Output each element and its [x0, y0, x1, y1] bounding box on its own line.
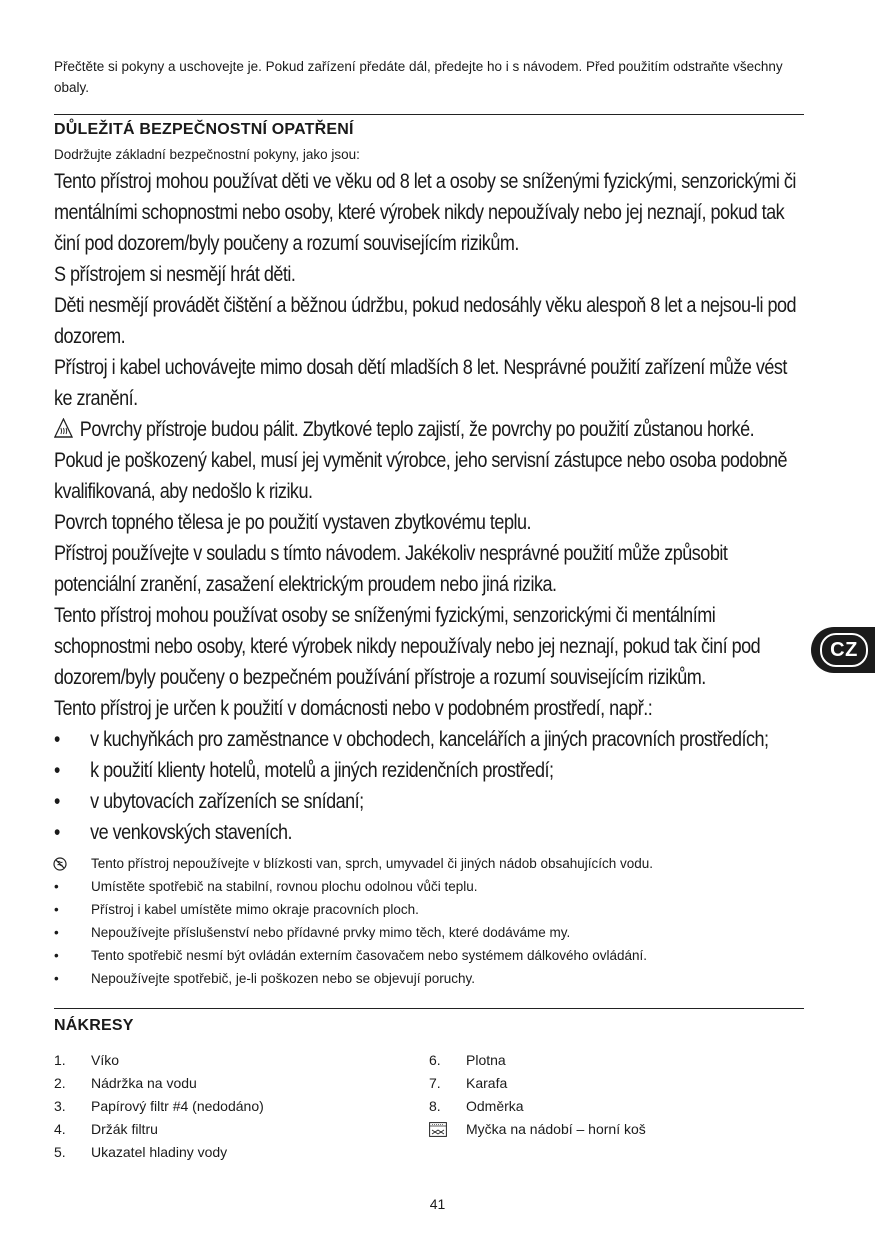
- safety-paragraph: Tento přístroj mohou používat děti ve věku od 8 let a osoby se sníženými fyzickými, senzorickými či mentálními schopnostmi nebo osoby, které výrobek nikdy nepoužívaly nebo jej neznají, pokud tak činí pod dozorem/byly poučeny a rozumí souvisejícím rizikům.: [54, 170, 796, 255]
- bullet-icon: •: [54, 821, 60, 844]
- list-item: 5. Ukazatel hladiny vody: [54, 1144, 228, 1160]
- list-item: 6. Plotna: [429, 1052, 506, 1068]
- safety-paragraph: Tento přístroj mohou používat osoby se sníženými fyzickými, senzorickými či mentálními schopnostmi nebo osoby, které výrobek nikdy nepoužívaly nebo jej neznají, pokud tak činí pod dozorem/byly poučeny o bezpečném používání přístroje a rozumí souvisejícím rizikům.: [54, 604, 761, 689]
- list-item: 3. Papírový filtr #4 (nedodáno): [54, 1098, 264, 1114]
- page-number: 41: [429, 1196, 446, 1212]
- hot-surface-warning-icon: [54, 418, 73, 438]
- list-item: 8. Odměrka: [429, 1098, 524, 1114]
- bullet-icon: •: [54, 902, 59, 917]
- safety-instructions: [54, 166, 804, 848]
- parts-list-right: [429, 1049, 804, 1164]
- hot-surface-warning: Povrchy přístroje budou pálit. Zbytkové teplo zajistí, že povrchy po použití zůstanou horké.: [54, 414, 804, 445]
- list-item: • Tento spotřebič nesmí být ovládán externím časovačem nebo systémem dálkového ovládání.: [54, 944, 804, 967]
- safety-paragraph: Povrch topného tělesa je po použití vystaven zbytkovému teplu.: [54, 511, 532, 534]
- language-code: CZ: [820, 633, 868, 667]
- bullet-icon: •: [54, 790, 60, 813]
- safety-paragraph: Děti nesmějí provádět čištění a běžnou údržbu, pokud nedosáhly věku alespoň 8 let a nejsou-li pod dozorem.: [54, 294, 797, 348]
- dishwasher-icon: [429, 1122, 447, 1137]
- list-item: • Nepoužívejte příslušenství nebo přídavné prvky mimo těch, které dodáváme my.: [54, 921, 804, 944]
- list-item: Myčka na nádobí – horní koš: [429, 1118, 804, 1141]
- usage-environments-list: [54, 724, 804, 848]
- list-item: 4. Držák filtru: [54, 1121, 158, 1137]
- list-item: 1. Víko: [54, 1052, 120, 1068]
- bullet-icon: •: [54, 948, 59, 963]
- language-badge: [811, 627, 875, 673]
- bullet-icon: •: [54, 879, 59, 894]
- bullet-icon: •: [54, 728, 60, 751]
- safety-paragraph: Přístroj používejte v souladu s tímto návodem. Jakékoliv nesprávné použití může způsobit potenciální zranění, zasažení elektrickým proudem nebo jiná rizika.: [54, 542, 728, 596]
- safety-paragraph: Pokud je poškozený kabel, musí jej vyměnit výrobce, jeho servisní zástupce nebo osoba podobně kvalifikovaná, aby nedošlo k riziku.: [54, 449, 788, 503]
- section-divider: [54, 114, 804, 115]
- safety-heading: DŮLEŽITÁ BEZPEČNOSTNÍ OPATŘENÍ: [54, 121, 354, 138]
- safety-paragraph: Tento přístroj je určen k použití v domácnosti nebo v podobném prostředí, např.:: [54, 697, 653, 720]
- section-divider: [54, 1008, 804, 1009]
- list-item: Tento přístroj nepoužívejte v blízkosti van, sprch, umyvadel či jiných nádob obsahujících vodu.: [54, 852, 804, 875]
- list-item: 2. Nádržka na vodu: [54, 1075, 197, 1091]
- bullet-icon: •: [54, 759, 60, 782]
- parts-list-left: [54, 1049, 429, 1164]
- list-item: • Přístroj i kabel umístěte mimo okraje pracovních ploch.: [54, 898, 804, 921]
- list-item: • Umístěte spotřebič na stabilní, rovnou plochu odolnou vůči teplu.: [54, 875, 804, 898]
- list-item: • Nepoužívejte spotřebič, je-li poškozen nebo se objevují poruchy.: [54, 967, 804, 990]
- list-item: • k použití klienty hotelů, motelů a jiných rezidenčních prostředí;: [54, 755, 804, 786]
- page-content: [54, 56, 804, 1164]
- list-item: • v kuchyňkách pro zaměstnance v obchodech, kancelářích a jiných pracovních prostředích;: [54, 724, 804, 755]
- safety-subtitle: Dodržujte základní bezpečnostní pokyny, jako jsou:: [54, 147, 360, 162]
- additional-warnings-list: [54, 852, 804, 990]
- bullet-icon: •: [54, 925, 59, 940]
- parts-list: [54, 1049, 804, 1164]
- list-item: 7. Karafa: [429, 1075, 508, 1091]
- safety-paragraph: Přístroj i kabel uchovávejte mimo dosah dětí mladších 8 let. Nesprávné použití zařízení může vést ke zranění.: [54, 356, 787, 410]
- list-item: • v ubytovacích zařízeních se snídaní;: [54, 786, 804, 817]
- drawings-heading: NÁKRESY: [54, 1017, 134, 1034]
- safety-paragraph: S přístrojem si nesmějí hrát děti.: [54, 263, 296, 286]
- list-item: • ve venkovských staveních.: [54, 817, 804, 848]
- intro-text: Přečtěte si pokyny a uschovejte je. Pokud zařízení předáte dál, předejte ho i s návodem. Před použitím odstraňte všechny obaly.: [54, 59, 783, 95]
- no-water-icon: [53, 857, 67, 871]
- bullet-icon: •: [54, 971, 59, 986]
